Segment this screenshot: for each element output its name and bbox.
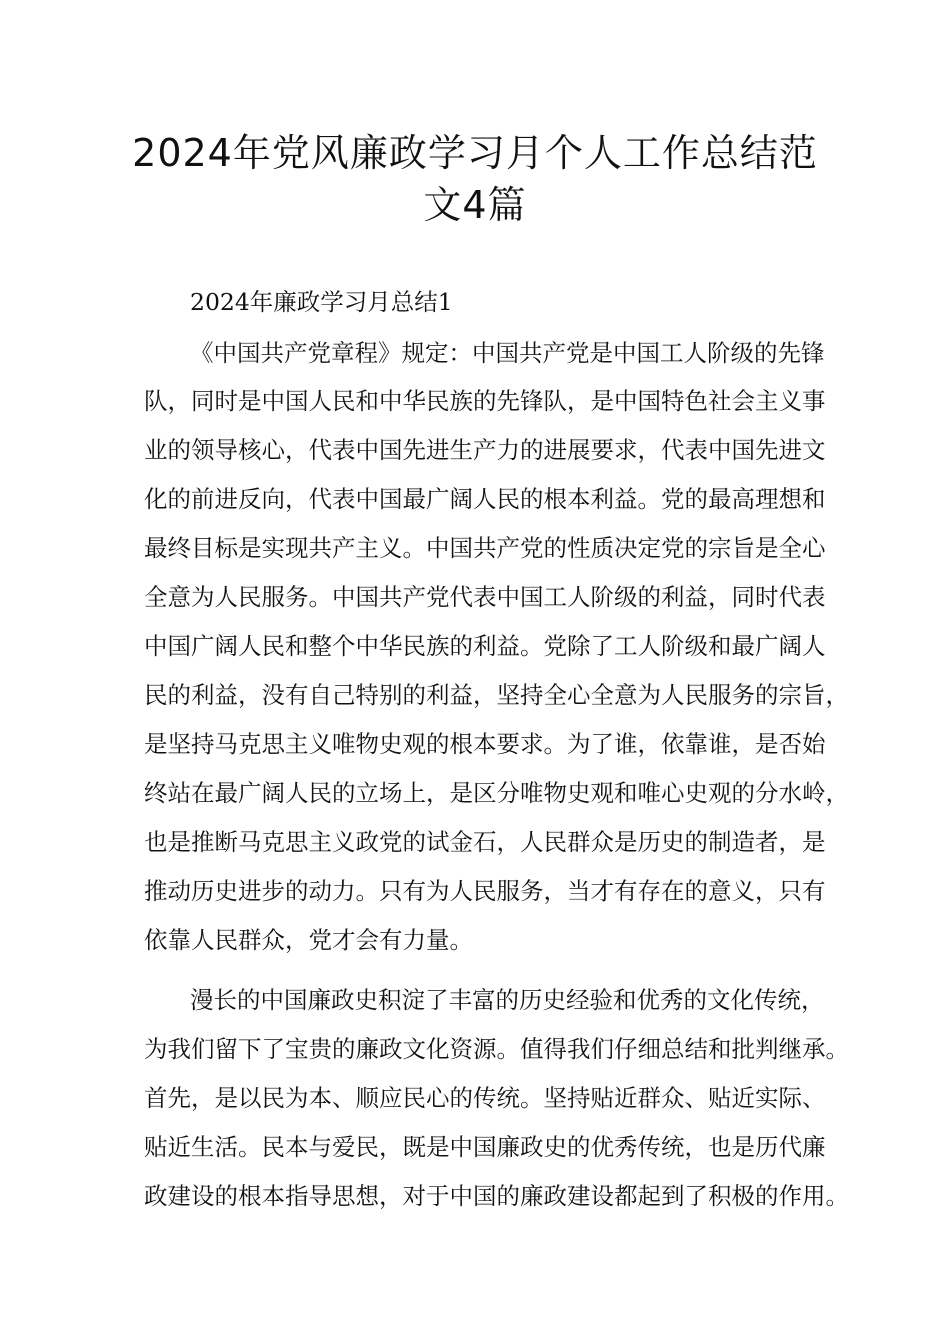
body-line: 政建设的根本指导思想，对于中国的廉政建设都起到了积极的作用。 bbox=[144, 1182, 849, 1210]
section-heading: 2024年廉政学习月总结1 bbox=[190, 288, 453, 316]
body-line: 推动历史进步的动力。只有为人民服务，当才有存在的意义，只有 bbox=[144, 877, 826, 905]
body-line: 首先，是以民为本、顺应民心的传统。坚持贴近群众、贴近实际、 bbox=[144, 1084, 826, 1112]
body-line: 全意为人民服务。中国共产党代表中国工人阶级的利益，同时代表 bbox=[144, 583, 826, 611]
document-title-line-2: 文4篇 bbox=[423, 183, 527, 227]
body-line: 最终目标是实现共产主义。中国共产党的性质决定党的宗旨是全心 bbox=[144, 534, 826, 562]
body-line: 是坚持马克思主义唯物史观的根本要求。为了谁，依靠谁，是否始 bbox=[144, 730, 826, 758]
body-line: 业的领导核心，代表中国先进生产力的进展要求，代表中国先进文 bbox=[144, 436, 826, 464]
body-line: 贴近生活。民本与爱民，既是中国廉政史的优秀传统，也是历代廉 bbox=[144, 1133, 826, 1161]
body-line: 为我们留下了宝贵的廉政文化资源。值得我们仔细总结和批判继承。 bbox=[144, 1035, 849, 1063]
body-line: 也是推断马克思主义政党的试金石，人民群众是历史的制造者，是 bbox=[144, 828, 826, 856]
body-line: 中国广阔人民和整个中华民族的利益。党除了工人阶级和最广阔人 bbox=[144, 632, 826, 660]
body-line: 民的利益，没有自己特别的利益，坚持全心全意为人民服务的宗旨， bbox=[144, 681, 849, 709]
body-line: 《中国共产党章程》规定：中国共产党是中国工人阶级的先锋 bbox=[190, 339, 825, 367]
body-line: 漫长的中国廉政史积淀了丰富的历史经验和优秀的文化传统， bbox=[190, 986, 825, 1014]
document-title-line-1: 2024年党风廉政学习月个人工作总结范 bbox=[132, 131, 818, 175]
body-line: 依靠人民群众，党才会有力量。 bbox=[144, 926, 473, 954]
body-line: 队，同时是中国人民和中华民族的先锋队，是中国特色社会主义事 bbox=[144, 387, 826, 415]
body-line: 终站在最广阔人民的立场上，是区分唯物史观和唯心史观的分水岭， bbox=[144, 779, 849, 807]
body-line: 化的前进反向，代表中国最广阔人民的根本利益。党的最高理想和 bbox=[144, 485, 826, 513]
